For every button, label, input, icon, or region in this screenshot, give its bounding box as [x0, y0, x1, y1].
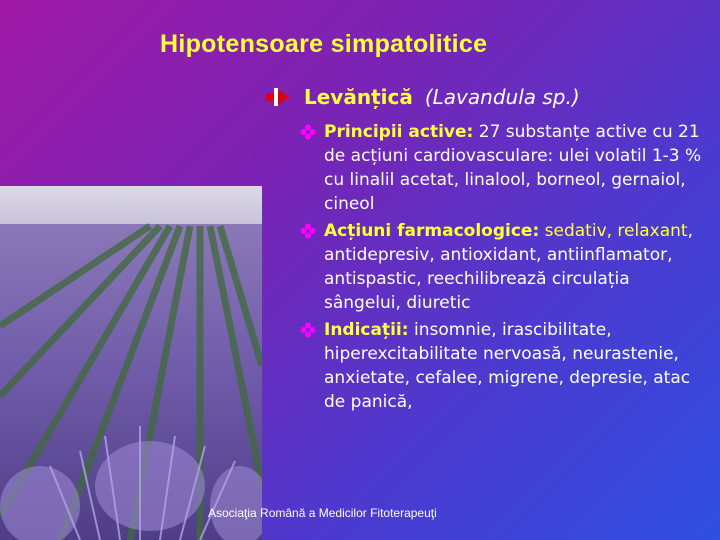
lavender-field-image — [0, 186, 262, 540]
bullet-pharmacological-actions — [300, 219, 710, 315]
bullet-list — [300, 120, 710, 417]
bullet-text: 27 substanțe active cu 21 de acțiuni cardiovasculare: ulei volatil 1-3 % cu linalil acetat, linalool, borneol, gernaiol, cineol — [324, 122, 702, 214]
arrow-bullet-icon — [266, 88, 290, 106]
bullet-label: Acțiuni farmacologice: — [324, 221, 540, 241]
bullet-indications — [300, 318, 710, 414]
plant-heading — [266, 82, 580, 112]
bullet-text: , antidepresiv, antioxidant, antiinflamator, antispastic, reechilibrează circulația sângelui, diuretic — [324, 221, 693, 313]
diamond-bullet-icon — [300, 223, 316, 239]
bullet-active-principles — [300, 120, 710, 216]
footer-text: Asociaţia Română a Medicilor Fitoterapeuţi — [208, 506, 437, 520]
slide-title: Hipotensoare simpatolitice — [160, 30, 488, 58]
plant-name: Levănțică — [304, 85, 413, 109]
lavender-field-picture — [0, 186, 262, 540]
plant-latin-name: (Lavandula sp.) — [424, 85, 580, 109]
bullet-highlight: sedativ, relaxant — [539, 221, 688, 241]
bullet-label: Indicații: — [324, 320, 409, 340]
diamond-bullet-icon — [300, 322, 316, 338]
bullet-text: insomnie, irascibilitate, hiperexcitabilitate nervoasă, neurastenie, anxietate, cefalee, migrene, depresie, atac de panică, — [324, 320, 691, 412]
diamond-bullet-icon — [300, 124, 316, 140]
bullet-label: Principii active: — [324, 122, 474, 142]
